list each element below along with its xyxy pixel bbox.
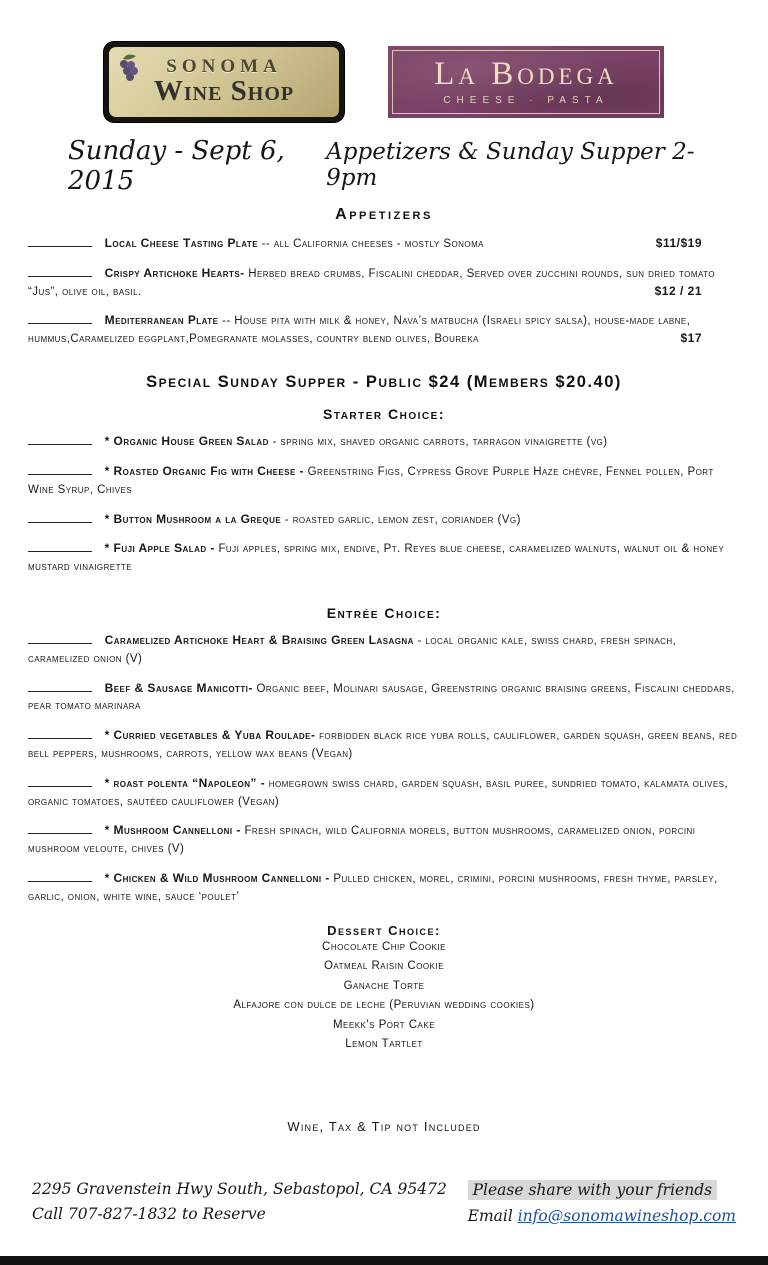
dessert-item: Oatmeal Raisin Cookie [323, 960, 445, 973]
item-description: - spring mix, shaved organic carrots, tarragon vinaigrette (vg) [272, 436, 608, 449]
footer-contact [32, 1173, 447, 1225]
item-name: Mediterranean Plate [104, 313, 219, 328]
dessert-item: Chocolate Chip Cookie [322, 940, 446, 953]
share-text: Please share with your friends [468, 1180, 717, 1200]
appetizer-items [28, 234, 740, 349]
menu-item [28, 631, 740, 669]
menu-item [28, 510, 740, 530]
item-description: Organic beef, Molinari sausage, Greenstring organic braising greens, Fiscalini cheddars, pear tomato marinara [28, 682, 735, 713]
selection-blank-line [28, 267, 92, 277]
selection-blank-line [28, 513, 92, 523]
item-description: Fuji apples, spring mix, endive, Pt. Reyes blue cheese, caramelized walnuts, walnut oil & honey mustard vinaigrette [28, 543, 725, 574]
menu-item [28, 774, 740, 812]
item-name: * roast polenta “Napoleon” - [104, 775, 266, 790]
bottom-bar [0, 1256, 768, 1265]
entree-title: Entrée Choice: [326, 604, 442, 621]
appetizers-section [28, 206, 740, 349]
sonoma-logo-inner [109, 47, 339, 117]
starter-title: Starter Choice: [323, 406, 445, 423]
la-bodega-logo [388, 46, 664, 118]
menu-item [28, 869, 740, 907]
item-description: Pulled chicken, morel, crimini, porcini mushrooms, fresh thyme, parsley, garlic, onion, white wine, sauce ‘poulet’ [28, 873, 718, 903]
item-name: * Organic House Green Salad [104, 434, 269, 449]
bodega-logo-subtitle: CHEESE · PASTA [443, 95, 609, 106]
item-name: Local Cheese Tasting Plate [104, 236, 258, 250]
item-name: Caramelized Artichoke Heart & Braising Green Lasagna [104, 632, 414, 647]
dessert-item: Alfajore con dulce de leche (Peruvian wedding cookies) [233, 999, 535, 1012]
item-name: Crispy Artichoke Hearts- [104, 265, 245, 280]
selection-blank-line [28, 237, 92, 247]
selection-blank-line [28, 465, 92, 475]
item-description: Fresh spinach, wild California morels, button mushrooms, caramelized onion, porcini mushroom veloute, chives (V) [28, 825, 696, 856]
menu-item [28, 821, 740, 859]
selection-blank-line [28, 777, 92, 787]
phone-text: Call 707-827-1832 to Reserve [32, 1205, 266, 1223]
dessert-item: Ganache Torte [343, 979, 425, 992]
dessert-section [28, 923, 740, 1055]
selection-blank-line [28, 315, 92, 325]
item-name: * Curried vegetables & Yuba Roulade- [104, 728, 316, 743]
email-link[interactable]: info@sonomawineshop.com [517, 1207, 736, 1225]
sonoma-logo-line2: Wine Shop [153, 75, 295, 107]
dessert-item: Meekk's Port Cake [332, 1018, 436, 1031]
menu-item [28, 539, 740, 577]
dessert-title: Dessert Choice: [327, 922, 441, 938]
item-name: * Roasted Organic Fig with Cheese - [104, 463, 304, 478]
item-price: $11/$19 [655, 236, 702, 251]
item-description: - local organic kale, swiss chard, fresh spinach, caramelized onion (V) [28, 634, 677, 665]
item-description: - roasted garlic, lemon zest, coriander (Vg) [284, 513, 521, 526]
service-hours: Appetizers & Sunday Supper 2-9pm [326, 139, 695, 191]
item-description: Greenstring Figs, Cypress Grove Purple Haze chèvre, Fennel pollen, Port Wine Syrup, Chives [28, 465, 714, 496]
menu-item [28, 726, 740, 764]
item-name: * Chicken & Wild Mushroom Cannelloni - [104, 871, 330, 886]
selection-blank-line [28, 543, 92, 553]
selection-blank-line [28, 825, 92, 835]
menu-item [28, 264, 740, 302]
item-price: $12 / 21 [654, 283, 702, 298]
address-text: 2295 Gravenstein Hwy South, Sebastopol, CA 95472 [32, 1180, 447, 1198]
footer [0, 1173, 768, 1225]
item-name: * Fuji Apple Salad - [104, 541, 215, 556]
item-description: homegrown swiss chard, garden squash, basil puree, sundried tomato, kalamata olives, organic tomatoes, sautéed cauliflower (Vegan) [28, 777, 729, 808]
item-name: * Mushroom Cannelloni - [104, 823, 241, 838]
menu-date: Sunday - Sept 6, 2015 [68, 136, 285, 196]
item-description: Herbed bread crumbs, Fiscalini cheddar, Served over zucchini rounds, sun dried tomato “Jus”, olive oil, basil. [28, 267, 716, 298]
sonoma-logo-line1: SONOMA [166, 56, 282, 77]
selection-blank-line [28, 435, 92, 445]
appetizers-title: Appetizers [335, 206, 433, 223]
dessert-item: Lemon Tartlet [345, 1038, 423, 1051]
menu-item [28, 679, 740, 717]
wine-tax-tip-note: Wine, Tax & Tip not Included [287, 1118, 481, 1134]
item-name: Beef & Sausage Manicotti- [104, 680, 253, 695]
logo-row [28, 0, 740, 122]
menu-item [28, 234, 740, 254]
menu-item [28, 311, 740, 349]
grapes-icon [116, 52, 142, 87]
selection-blank-line [28, 872, 92, 882]
item-description: forbidden black rice yuba rolls, cauliflower, garden squash, green beans, red bell peppers, mushrooms, carrots, yellow wax beans (Vegan) [28, 730, 738, 760]
entree-section [28, 605, 740, 907]
menu-item [28, 432, 740, 452]
entree-items [28, 631, 740, 907]
starter-section [28, 406, 740, 577]
menu-item [28, 462, 740, 500]
selection-blank-line [28, 729, 92, 739]
item-description: -- all California cheeses - mostly Sonoma [261, 238, 484, 250]
footer-share [468, 1173, 736, 1225]
item-price: $17 [680, 331, 702, 346]
item-description: -- House pita with milk & honey, Nava’s matbucha (Israeli spicy salsa), house-made labne, hummus,Caramelized eggplant,Pomegranate molasses, country blend olives, Boureka [28, 315, 691, 346]
header-row [28, 136, 740, 196]
selection-blank-line [28, 682, 92, 692]
sonoma-wine-shop-logo [104, 42, 344, 122]
bodega-logo-title: La Bodega [434, 56, 618, 92]
selection-blank-line [28, 634, 92, 644]
starter-items [28, 432, 740, 577]
item-name: * Button Mushroom a la Greque [104, 511, 282, 526]
email-label: Email [467, 1207, 513, 1225]
supper-title: Special Sunday Supper - Public $24 (Members $20.40) [146, 373, 622, 392]
